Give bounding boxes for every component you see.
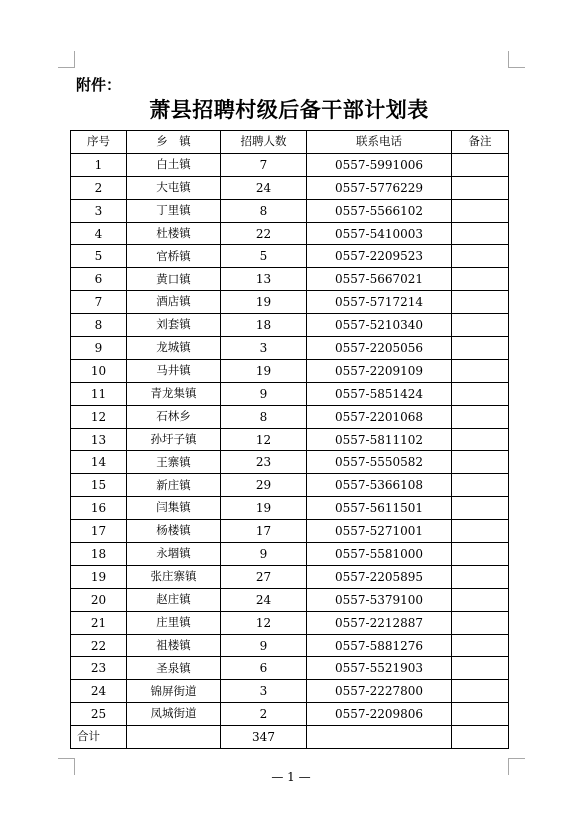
row-town: 石林乡	[127, 405, 221, 428]
recruitment-plan-table	[70, 130, 509, 749]
row-count: 29	[221, 474, 307, 497]
total-empty-phone	[307, 726, 452, 749]
row-count: 24	[221, 176, 307, 199]
row-count: 2	[221, 703, 307, 726]
crop-mark-top-left	[58, 51, 75, 68]
table-row	[71, 222, 509, 245]
header-count: 招聘人数	[221, 131, 307, 154]
row-phone: 0557-2209523	[307, 245, 452, 268]
row-note	[452, 680, 509, 703]
row-note	[452, 588, 509, 611]
row-town: 庄里镇	[127, 611, 221, 634]
row-note	[452, 153, 509, 176]
row-count: 19	[221, 359, 307, 382]
row-count: 23	[221, 451, 307, 474]
row-note	[452, 359, 509, 382]
row-phone: 0557-5410003	[307, 222, 452, 245]
table-row	[71, 451, 509, 474]
header-phone: 联系电话	[307, 131, 452, 154]
row-phone: 0557-5210340	[307, 314, 452, 337]
row-phone: 0557-2212887	[307, 611, 452, 634]
row-count: 7	[221, 153, 307, 176]
row-note	[452, 634, 509, 657]
row-no: 2	[71, 176, 127, 199]
row-count: 3	[221, 337, 307, 360]
row-no: 19	[71, 565, 127, 588]
header-no: 序号	[71, 131, 127, 154]
row-count: 3	[221, 680, 307, 703]
table-row	[71, 245, 509, 268]
row-phone: 0557-5566102	[307, 199, 452, 222]
row-count: 27	[221, 565, 307, 588]
row-town: 永堌镇	[127, 543, 221, 566]
header-town: 乡 镇	[127, 131, 221, 154]
row-town: 闫集镇	[127, 497, 221, 520]
row-town: 杨楼镇	[127, 520, 221, 543]
row-note	[452, 222, 509, 245]
row-count: 13	[221, 268, 307, 291]
row-note	[452, 703, 509, 726]
page-number: — 1 —	[271, 770, 311, 784]
row-phone: 0557-2209109	[307, 359, 452, 382]
page-title: 萧县招聘村级后备干部计划表	[149, 97, 429, 122]
row-note	[452, 268, 509, 291]
row-no: 4	[71, 222, 127, 245]
row-phone: 0557-5550582	[307, 451, 452, 474]
row-phone: 0557-2205056	[307, 337, 452, 360]
row-town: 孙圩子镇	[127, 428, 221, 451]
row-town: 白土镇	[127, 153, 221, 176]
row-town: 凤城街道	[127, 703, 221, 726]
table-row	[71, 291, 509, 314]
table-row	[71, 543, 509, 566]
row-count: 12	[221, 611, 307, 634]
total-label: 合计	[71, 726, 127, 749]
row-note	[452, 176, 509, 199]
table-row	[71, 428, 509, 451]
table-row	[71, 314, 509, 337]
table-row	[71, 337, 509, 360]
table-row	[71, 176, 509, 199]
table-row	[71, 153, 509, 176]
row-town: 马井镇	[127, 359, 221, 382]
table-row	[71, 268, 509, 291]
row-phone: 0557-5881276	[307, 634, 452, 657]
total-count: 347	[221, 726, 307, 749]
row-count: 9	[221, 634, 307, 657]
row-count: 8	[221, 405, 307, 428]
row-town: 赵庄镇	[127, 588, 221, 611]
row-note	[452, 657, 509, 680]
row-count: 22	[221, 222, 307, 245]
table-row	[71, 474, 509, 497]
row-town: 新庄镇	[127, 474, 221, 497]
row-note	[452, 314, 509, 337]
row-no: 16	[71, 497, 127, 520]
row-phone: 0557-5811102	[307, 428, 452, 451]
row-count: 8	[221, 199, 307, 222]
table-row	[71, 520, 509, 543]
row-count: 9	[221, 543, 307, 566]
attachment-label: 附件：	[76, 76, 122, 94]
row-note	[452, 245, 509, 268]
total-empty-town	[127, 726, 221, 749]
row-town: 丁里镇	[127, 199, 221, 222]
row-note	[452, 382, 509, 405]
row-phone: 0557-2227800	[307, 680, 452, 703]
table-row	[71, 588, 509, 611]
table-body	[71, 153, 509, 725]
row-count: 5	[221, 245, 307, 268]
row-note	[452, 474, 509, 497]
row-no: 24	[71, 680, 127, 703]
row-no: 10	[71, 359, 127, 382]
row-count: 19	[221, 497, 307, 520]
row-phone: 0557-5611501	[307, 497, 452, 520]
row-phone: 0557-5521903	[307, 657, 452, 680]
row-phone: 0557-5851424	[307, 382, 452, 405]
row-town: 龙城镇	[127, 337, 221, 360]
table-row	[71, 565, 509, 588]
row-no: 12	[71, 405, 127, 428]
row-note	[452, 611, 509, 634]
row-no: 3	[71, 199, 127, 222]
row-town: 青龙集镇	[127, 382, 221, 405]
row-town: 王寨镇	[127, 451, 221, 474]
row-phone: 0557-2209806	[307, 703, 452, 726]
row-town: 圣泉镇	[127, 657, 221, 680]
table-row	[71, 497, 509, 520]
row-town: 锦屏街道	[127, 680, 221, 703]
table-header-row	[71, 131, 509, 154]
row-no: 20	[71, 588, 127, 611]
row-phone: 0557-5991006	[307, 153, 452, 176]
row-count: 24	[221, 588, 307, 611]
row-town: 祖楼镇	[127, 634, 221, 657]
row-note	[452, 337, 509, 360]
row-no: 11	[71, 382, 127, 405]
row-town: 张庄寨镇	[127, 565, 221, 588]
row-no: 8	[71, 314, 127, 337]
row-no: 21	[71, 611, 127, 634]
row-phone: 0557-2205895	[307, 565, 452, 588]
row-count: 19	[221, 291, 307, 314]
row-phone: 0557-5776229	[307, 176, 452, 199]
row-count: 17	[221, 520, 307, 543]
row-count: 18	[221, 314, 307, 337]
row-no: 5	[71, 245, 127, 268]
row-phone: 0557-5379100	[307, 588, 452, 611]
row-no: 9	[71, 337, 127, 360]
table-row	[71, 382, 509, 405]
row-no: 22	[71, 634, 127, 657]
row-no: 14	[71, 451, 127, 474]
row-town: 刘套镇	[127, 314, 221, 337]
row-phone: 0557-5667021	[307, 268, 452, 291]
row-town: 大屯镇	[127, 176, 221, 199]
table-row	[71, 611, 509, 634]
row-note	[452, 199, 509, 222]
row-phone: 0557-5717214	[307, 291, 452, 314]
row-town: 酒店镇	[127, 291, 221, 314]
table-row	[71, 199, 509, 222]
row-note	[452, 565, 509, 588]
table-row	[71, 680, 509, 703]
row-phone: 0557-5271001	[307, 520, 452, 543]
row-note	[452, 451, 509, 474]
row-count: 12	[221, 428, 307, 451]
row-count: 9	[221, 382, 307, 405]
row-no: 6	[71, 268, 127, 291]
row-no: 25	[71, 703, 127, 726]
row-no: 13	[71, 428, 127, 451]
row-phone: 0557-5581000	[307, 543, 452, 566]
row-no: 7	[71, 291, 127, 314]
row-count: 6	[221, 657, 307, 680]
crop-mark-top-right	[508, 51, 525, 68]
row-note	[452, 291, 509, 314]
row-note	[452, 497, 509, 520]
row-note	[452, 543, 509, 566]
row-no: 23	[71, 657, 127, 680]
row-no: 15	[71, 474, 127, 497]
row-phone: 0557-2201068	[307, 405, 452, 428]
row-phone: 0557-5366108	[307, 474, 452, 497]
row-note	[452, 405, 509, 428]
row-town: 官桥镇	[127, 245, 221, 268]
table-row	[71, 634, 509, 657]
table-row	[71, 405, 509, 428]
row-town: 黄口镇	[127, 268, 221, 291]
row-no: 18	[71, 543, 127, 566]
row-town: 杜楼镇	[127, 222, 221, 245]
row-note	[452, 520, 509, 543]
total-empty-note	[452, 726, 509, 749]
row-no: 17	[71, 520, 127, 543]
total-row	[71, 726, 509, 749]
header-note: 备注	[452, 131, 509, 154]
table-row	[71, 657, 509, 680]
row-note	[452, 428, 509, 451]
table-row	[71, 703, 509, 726]
table-row	[71, 359, 509, 382]
row-no: 1	[71, 153, 127, 176]
